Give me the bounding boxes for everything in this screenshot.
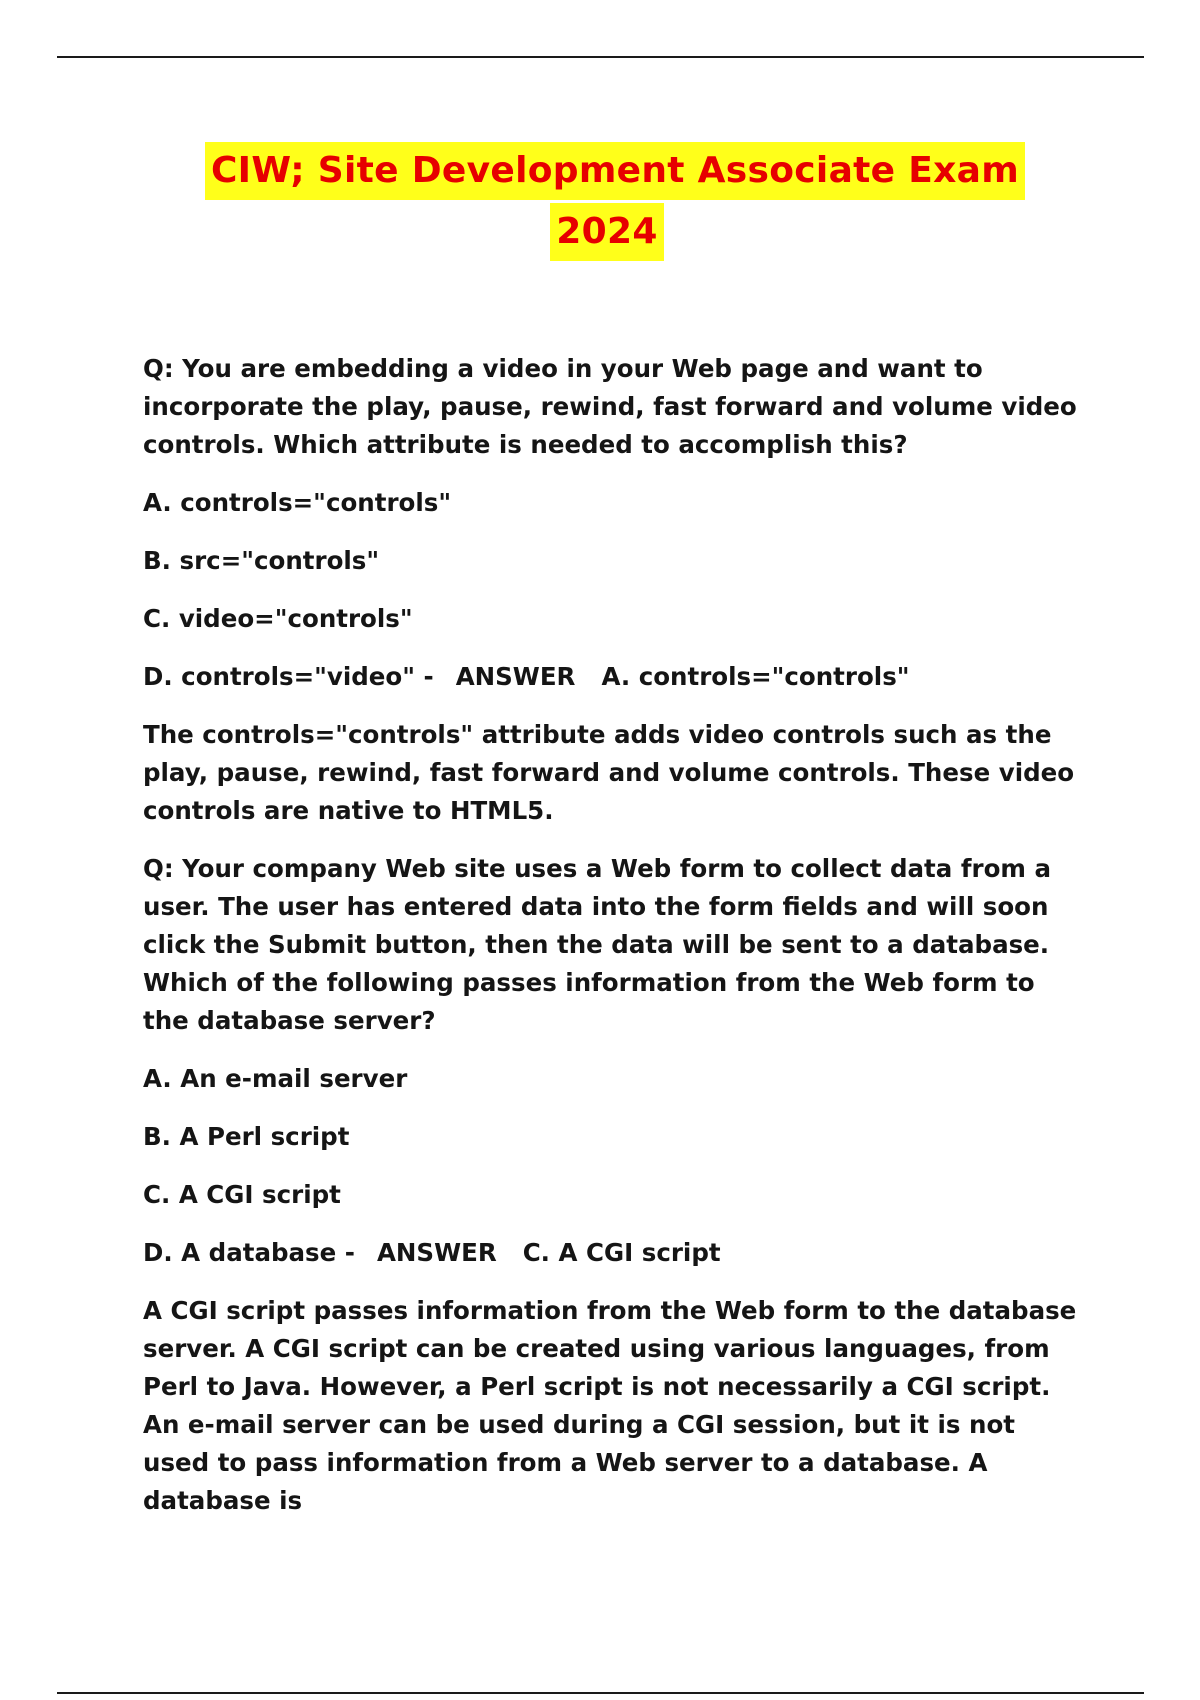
answer-value: A. controls="controls" <box>601 662 910 691</box>
answer-label: ANSWER <box>455 662 576 691</box>
answer-value: C. A CGI script <box>522 1238 721 1267</box>
option-a: A. controls="controls" <box>143 488 452 517</box>
question-block <box>143 350 1083 830</box>
title-line-2: 2024 <box>550 203 663 261</box>
question-block <box>143 850 1083 1520</box>
option-c: C. video="controls" <box>143 604 413 633</box>
option-a: A. An e-mail server <box>143 1064 408 1093</box>
bottom-rule <box>57 1692 1144 1694</box>
answer-label: ANSWER <box>376 1238 497 1267</box>
option-d: D. A database - <box>143 1238 355 1267</box>
option-d: D. controls="video" - <box>143 662 434 691</box>
option-b: B. src="controls" <box>143 546 380 575</box>
explanation-text: The controls="controls" attribute adds video controls such as the play, pause, rewind, fast forward and volume controls. These video controls are native to HTML5. <box>143 720 1075 825</box>
document-body <box>143 350 1083 1540</box>
document-title <box>0 142 1200 261</box>
question-text: Q: You are embedding a video in your Web page and want to incorporate the play, pause, rewind, fast forward and volume video controls. Which attribute is needed to accomplish this? <box>143 354 1077 459</box>
option-c: C. A CGI script <box>143 1180 341 1209</box>
option-d-with-answer <box>143 658 1083 696</box>
option-b: B. A Perl script <box>143 1122 350 1151</box>
title-line-1: CIW; Site Development Associate Exam <box>205 142 1025 200</box>
question-text: Q: Your company Web site uses a Web form to collect data from a user. The user has entered data into the form fields and will soon click the Submit button, then the data will be sent to a database. Which of the following passes information from the Web form to the database server? <box>143 854 1051 1035</box>
explanation-text: A CGI script passes information from the Web form to the database server. A CGI script can be created using various languages, from Perl to Java. However, a Perl script is not necessarily a CGI script. An e-mail server can be used during a CGI session, but it is not used to pass information from a Web server to a database. A database is <box>143 1296 1077 1515</box>
option-d-with-answer <box>143 1234 1083 1272</box>
top-rule <box>57 56 1144 58</box>
